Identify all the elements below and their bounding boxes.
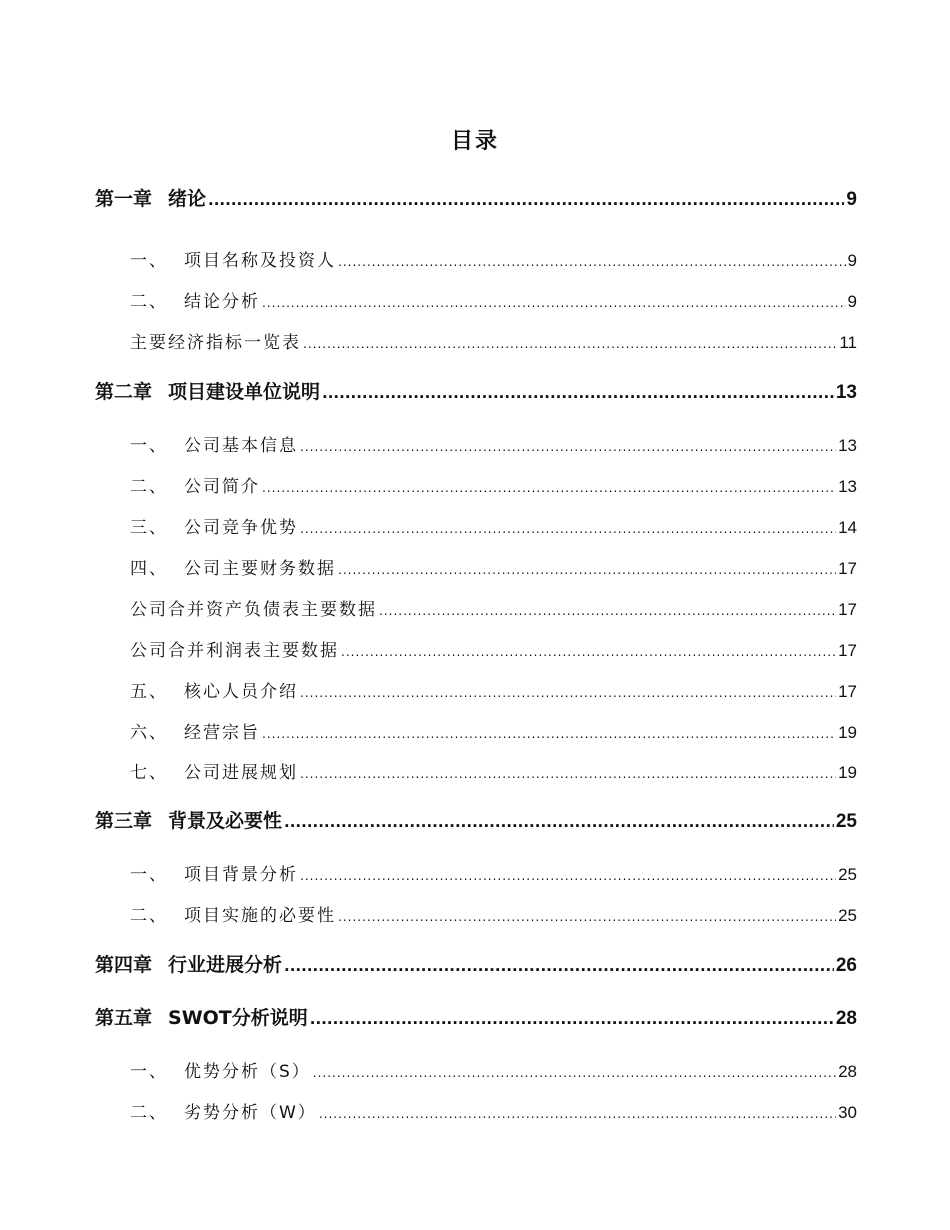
chapter-title: SWOT分析说明 (168, 1007, 308, 1029)
section-title: 结论分析 (184, 292, 260, 312)
dot-leader (300, 682, 836, 702)
section-number: 二、 (130, 477, 168, 497)
page-number: 13 (838, 477, 857, 496)
section-title: 项目背景分析 (184, 865, 298, 885)
section-number: 一、 (130, 865, 168, 885)
dot-leader (303, 333, 837, 353)
dot-leader (284, 810, 834, 832)
page-number: 13 (835, 382, 857, 403)
dot-leader (300, 436, 836, 456)
toc-item-1-table[interactable] (130, 328, 857, 353)
dot-leader (379, 600, 836, 620)
section-number: 六、 (130, 723, 168, 743)
toc-chapter-5[interactable] (95, 1003, 857, 1030)
dot-leader (338, 251, 846, 271)
page-number: 17 (838, 682, 857, 701)
page-number: 28 (838, 1062, 857, 1081)
toc-item-2-6[interactable] (130, 718, 857, 743)
dot-leader (322, 381, 834, 403)
page-number: 17 (838, 600, 857, 619)
chapter-number: 第四章 (95, 954, 153, 976)
section-title: 公司基本信息 (184, 436, 298, 456)
toc-item-1-1[interactable] (130, 246, 857, 271)
toc-item-5-2[interactable] (130, 1098, 857, 1123)
section-number: 五、 (130, 682, 168, 702)
dot-leader (300, 865, 836, 885)
section-title: 公司主要财务数据 (184, 559, 336, 579)
toc-item-2-1[interactable] (130, 431, 857, 456)
chapter-title: 背景及必要性 (168, 810, 283, 832)
page-number: 25 (835, 811, 857, 832)
section-title: 公司合并资产负债表主要数据 (130, 600, 377, 620)
section-number: 二、 (130, 292, 168, 312)
page-number: 14 (838, 518, 857, 537)
dot-leader (284, 954, 834, 976)
toc-chapter-2[interactable] (95, 377, 857, 404)
toc-item-1-2[interactable] (130, 287, 857, 312)
section-number: 四、 (130, 559, 168, 579)
chapter-number: 第五章 (95, 1007, 153, 1029)
dot-leader (313, 1062, 836, 1082)
chapter-title: 项目建设单位说明 (168, 381, 321, 403)
toc-title: 目录 (450, 129, 499, 154)
dot-leader (310, 1007, 834, 1029)
section-number: 三、 (130, 518, 168, 538)
dot-leader (262, 292, 846, 312)
chapter-title: 行业进展分析 (168, 954, 283, 976)
dot-leader (262, 477, 836, 497)
dot-leader (341, 641, 836, 661)
dot-leader (300, 518, 836, 538)
page-number: 9 (847, 292, 857, 311)
section-title: 优势分析（S） (184, 1062, 311, 1082)
page-number: 19 (838, 723, 857, 742)
toc-chapter-3[interactable] (95, 806, 857, 833)
chapter-number: 第一章 (95, 188, 153, 210)
section-title: 公司竞争优势 (184, 518, 298, 538)
toc-item-2-income-statement[interactable] (130, 636, 857, 661)
toc-item-2-5[interactable] (130, 677, 857, 702)
section-title: 核心人员介绍 (184, 682, 298, 702)
page-number: 26 (835, 955, 857, 976)
section-number: 一、 (130, 436, 168, 456)
section-title: 公司进展规划 (184, 763, 298, 783)
chapter-number: 第三章 (95, 810, 153, 832)
page-number: 13 (838, 436, 857, 455)
section-title: 公司简介 (184, 477, 260, 497)
section-number: 一、 (130, 251, 168, 271)
section-title: 劣势分析（W） (184, 1103, 317, 1123)
page-number: 17 (838, 559, 857, 578)
dot-leader (338, 906, 836, 926)
page-number: 9 (847, 251, 857, 270)
section-title: 经营宗旨 (184, 723, 260, 743)
page-number: 17 (838, 641, 857, 660)
section-title: 项目名称及投资人 (184, 251, 336, 271)
dot-leader (208, 188, 844, 210)
page-number: 25 (838, 906, 857, 925)
page-number: 28 (835, 1008, 857, 1029)
toc-item-2-2[interactable] (130, 472, 857, 497)
section-title: 主要经济指标一览表 (130, 333, 301, 353)
toc-item-2-balance-sheet[interactable] (130, 595, 857, 620)
page-number: 25 (838, 865, 857, 884)
page-number: 11 (839, 333, 857, 352)
chapter-title: 绪论 (168, 188, 207, 210)
toc-item-2-4[interactable] (130, 554, 857, 579)
page-number: 9 (846, 189, 857, 210)
section-number: 一、 (130, 1062, 168, 1082)
dot-leader (300, 763, 836, 783)
page-number: 30 (838, 1103, 857, 1122)
dot-leader (319, 1103, 836, 1123)
dot-leader (262, 723, 836, 743)
section-number: 七、 (130, 763, 168, 783)
toc-item-2-3[interactable] (130, 513, 857, 538)
toc-item-3-1[interactable] (130, 860, 857, 885)
dot-leader (338, 559, 836, 579)
toc-chapter-4[interactable] (95, 950, 857, 977)
toc-chapter-1[interactable] (95, 184, 857, 211)
page-number: 19 (838, 763, 857, 782)
section-title: 公司合并利润表主要数据 (130, 641, 339, 661)
toc-item-3-2[interactable] (130, 901, 857, 926)
section-title: 项目实施的必要性 (184, 906, 336, 926)
section-number: 二、 (130, 906, 168, 926)
section-number: 二、 (130, 1103, 168, 1123)
chapter-number: 第二章 (95, 381, 153, 403)
toc-item-2-7[interactable] (130, 758, 857, 783)
toc-item-5-1[interactable] (130, 1057, 857, 1082)
